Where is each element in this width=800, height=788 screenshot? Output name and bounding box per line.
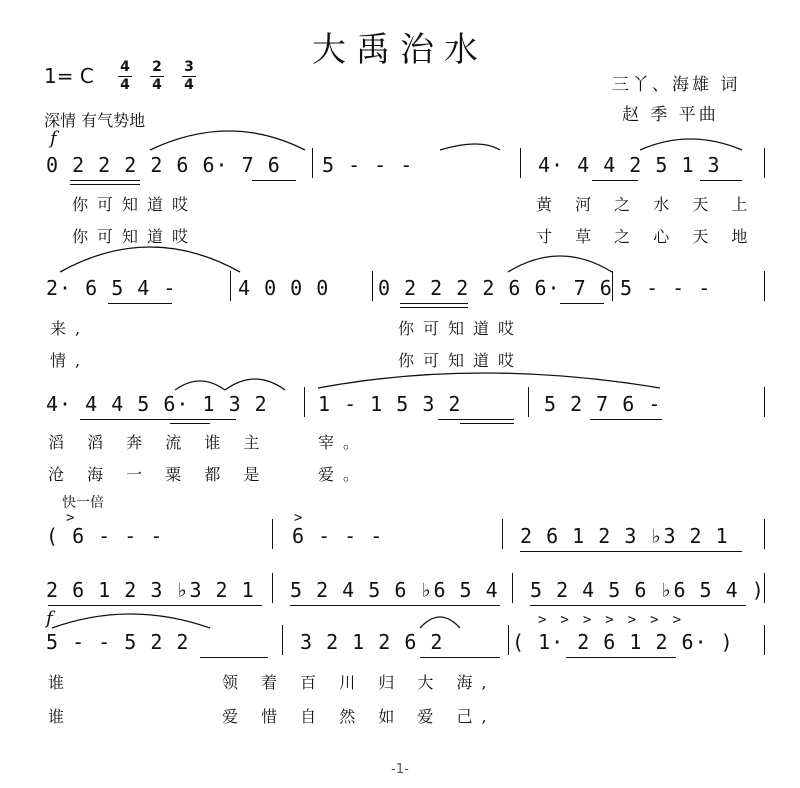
time-signature-3: 3 4 xyxy=(182,60,196,93)
barline xyxy=(312,148,313,178)
barline xyxy=(764,625,765,655)
slur xyxy=(640,139,742,150)
notes-row3-m2: 1 - 1 5 3 2 xyxy=(318,392,462,416)
barline xyxy=(512,573,513,603)
barline xyxy=(764,148,765,178)
beam xyxy=(80,419,236,420)
notes-row1-m1: 0 2 2 2 2 6 6· 7 6 xyxy=(46,153,281,177)
beam xyxy=(592,180,638,181)
beam xyxy=(252,180,296,181)
notes-row2-m3: 0 2 2 2 2 6 6· 7 6 xyxy=(378,276,613,300)
beam xyxy=(520,551,742,552)
beam xyxy=(560,303,604,304)
tempo-marking: 深情 有气势地 xyxy=(44,111,146,130)
notes-row5-m1: 2 6 1 2 3 ♭3 2 1 xyxy=(46,578,255,602)
song-title: 大禹治水 xyxy=(312,30,488,70)
barline xyxy=(502,519,503,549)
time-signature-2: 2 4 xyxy=(150,60,164,93)
accent-marks: >>>>>>> xyxy=(538,612,696,628)
notes-row5-m2: 5 2 4 5 6 ♭6 5 4 xyxy=(290,578,499,602)
barline xyxy=(764,519,765,549)
page-number: -1- xyxy=(391,762,409,777)
notes-row2-m2: 4 0 0 0 xyxy=(238,276,330,300)
slur xyxy=(150,131,305,150)
beam xyxy=(420,657,500,658)
notes-row4-m3: 2 6 1 2 3 ♭3 2 1 xyxy=(520,524,729,548)
notes-row1-m3: 4· 4 4 2 5 1 3 xyxy=(538,153,721,177)
notes-row6-m3: ( 1· 2 6 1 2 6· ) xyxy=(512,630,734,654)
notes-row6-m2: 3 2 1 2 6 2 xyxy=(300,630,444,654)
beam xyxy=(590,419,662,420)
notes-row4-m1: ( 6 - - - xyxy=(46,524,164,548)
lyrics-row6-v1a: 谁 xyxy=(48,673,74,692)
lyrics-row3-v2a: 沧 海 一 粟 都 是 xyxy=(48,465,269,484)
barline xyxy=(520,148,521,178)
dynamic-marking-f: f xyxy=(46,608,53,629)
barline xyxy=(528,387,529,417)
composer-credit: 赵 季 平曲 xyxy=(622,105,719,125)
barline xyxy=(230,271,231,301)
barline xyxy=(304,387,305,417)
slur xyxy=(420,617,460,628)
barline xyxy=(764,271,765,301)
barline xyxy=(272,519,273,549)
beam xyxy=(400,307,468,308)
notes-row2-m1: 2· 6 5 4 - xyxy=(46,276,177,300)
notes-row4-m2: 6 - - - xyxy=(292,524,384,548)
beam xyxy=(700,180,742,181)
barline xyxy=(282,625,283,655)
beam xyxy=(170,423,210,424)
beam xyxy=(530,605,746,606)
beam xyxy=(48,605,262,606)
barline xyxy=(612,271,613,301)
beam xyxy=(70,184,140,185)
lyrics-row1-v2a: 你可知道哎 xyxy=(72,227,198,246)
beam xyxy=(400,303,468,304)
slur xyxy=(52,614,210,628)
speed-change-marking: 快一倍 xyxy=(62,495,104,511)
accent-mark: > xyxy=(66,510,89,526)
beam xyxy=(200,657,268,658)
barline xyxy=(764,387,765,417)
notes-row3-m3: 5 2 7 6 - xyxy=(544,392,662,416)
beam xyxy=(566,657,676,658)
barline xyxy=(764,573,765,603)
slur xyxy=(440,144,500,150)
lyrics-row2-v2a: 情, xyxy=(50,351,90,370)
notes-row1-m2: 5 - - - xyxy=(322,153,414,177)
lyrics-row6-v2b: 爱 惜 自 然 如 爱 己, xyxy=(222,707,496,726)
notes-row5-m3: 5 2 4 5 6 ♭6 5 4 ) xyxy=(530,578,765,602)
notes-row2-m4: 5 - - - xyxy=(620,276,712,300)
slur xyxy=(60,247,240,272)
beam xyxy=(438,419,514,420)
barline xyxy=(272,573,273,603)
lyrics-row2-v1a: 来, xyxy=(50,319,90,338)
lyrics-row2-v1b: 你可知道哎 xyxy=(398,319,524,338)
lyrics-row3-v1a: 滔 滔 奔 流 谁 主 xyxy=(48,433,269,452)
dynamic-marking-f: f xyxy=(50,128,57,149)
beam xyxy=(70,180,140,181)
barline xyxy=(372,271,373,301)
lyricist-credit: 三丫、海雄 词 xyxy=(612,75,741,95)
lyrics-row1-v2b: 寸 草 之 心 天 地 xyxy=(536,227,757,246)
lyrics-row3-v2b: 爱。 xyxy=(318,465,369,484)
lyrics-row1-v1b: 黄 河 之 水 天 上 xyxy=(536,195,757,214)
beam xyxy=(460,423,514,424)
notes-row3-m1: 4· 4 4 5 6· 1 3 2 xyxy=(46,392,268,416)
lyrics-row1-v1a: 你可知道哎 xyxy=(72,195,198,214)
slur xyxy=(175,381,225,390)
time-signature-1: 4 4 xyxy=(118,60,132,93)
slur xyxy=(508,256,612,272)
slur xyxy=(225,379,285,390)
lyrics-row2-v2b: 你可知道哎 xyxy=(398,351,524,370)
beam xyxy=(290,605,500,606)
lyrics-row3-v1b: 宰。 xyxy=(318,433,369,452)
lyrics-row6-v2a: 谁 xyxy=(48,707,74,726)
notes-row6-m1: 5 - - 5 2 2 xyxy=(46,630,190,654)
beam xyxy=(108,303,172,304)
lyrics-row6-v1b: 领 着 百 川 归 大 海, xyxy=(222,673,496,692)
barline xyxy=(508,625,509,655)
slur xyxy=(318,373,660,388)
accent-mark: > xyxy=(294,510,317,526)
key-signature: 1= C xyxy=(44,64,94,88)
